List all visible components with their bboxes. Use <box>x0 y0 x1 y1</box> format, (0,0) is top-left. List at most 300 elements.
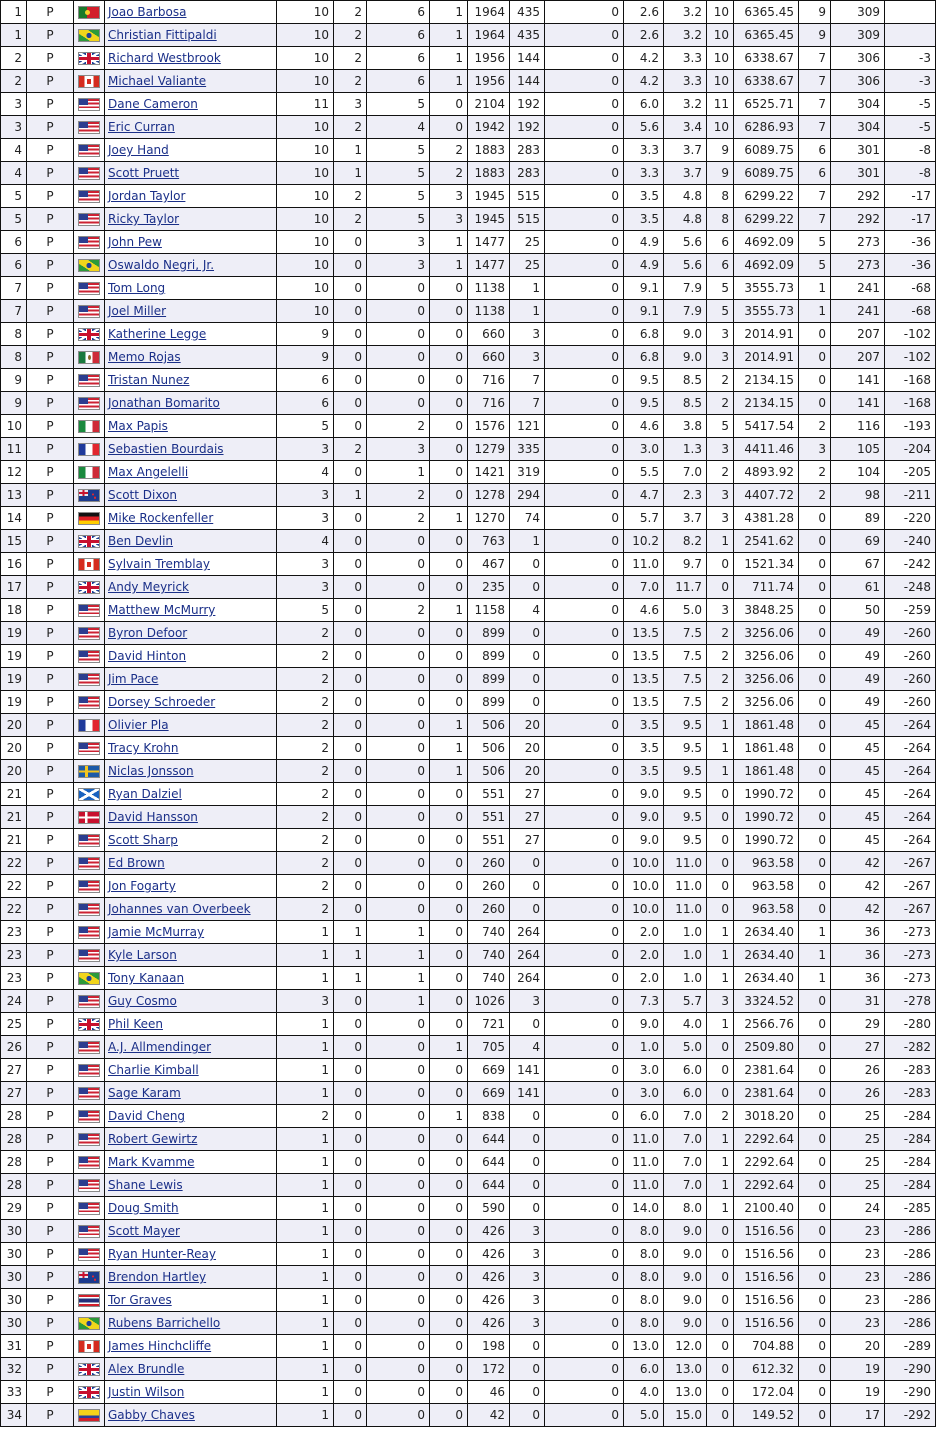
driver-link[interactable]: Eric Curran <box>108 120 175 134</box>
miles-cell: 1861.48 <box>734 737 799 760</box>
driver-name-cell <box>105 967 277 990</box>
avg-start-cell: 9.0 <box>624 1013 664 1036</box>
laps-completed-cell: 426 <box>468 1312 510 1335</box>
flag-cell <box>74 1381 105 1404</box>
driver-link[interactable]: Christian Fittipaldi <box>108 28 217 42</box>
position-cell: 18 <box>1 599 27 622</box>
dnf-cell: 0 <box>545 1059 624 1082</box>
laps-led-cell: 0 <box>510 668 545 691</box>
podiums-cell: 0 <box>367 875 430 898</box>
miles-cell: 4411.46 <box>734 438 799 461</box>
driver-link[interactable]: David Hansson <box>108 810 198 824</box>
avg-start-cell: 4.9 <box>624 231 664 254</box>
driver-link[interactable]: Byron Defoor <box>108 626 188 640</box>
driver-link[interactable]: Jonathan Bomarito <box>108 396 220 410</box>
avg-start-cell: 8.0 <box>624 1243 664 1266</box>
dnf-cell: 0 <box>545 760 624 783</box>
driver-link[interactable]: Rubens Barrichello <box>108 1316 221 1330</box>
podiums-cell: 0 <box>367 369 430 392</box>
flag-cell <box>74 1059 105 1082</box>
flag-usa-icon <box>78 604 100 617</box>
laps-led-cell: 0 <box>510 1105 545 1128</box>
poles-cell: 2 <box>334 185 367 208</box>
laps-completed-cell: 740 <box>468 944 510 967</box>
points-cell: 141 <box>831 392 885 415</box>
class-cell: P <box>27 737 74 760</box>
avg-finish-cell: 3.4 <box>664 116 707 139</box>
dnf-cell: 0 <box>545 1243 624 1266</box>
driver-name-cell <box>105 898 277 921</box>
class-cell: P <box>27 875 74 898</box>
top-tens-cell: 0 <box>707 806 734 829</box>
wins-cell: 0 <box>430 93 468 116</box>
laps-completed-cell: 1883 <box>468 162 510 185</box>
avg-start-cell: 9.1 <box>624 277 664 300</box>
laps-led-cell: 3 <box>510 1266 545 1289</box>
points-gap-cell: -284 <box>885 1151 936 1174</box>
avg-finish-cell: 12.0 <box>664 1335 707 1358</box>
driver-name-cell <box>105 1 277 24</box>
starts-cell: 3 <box>277 484 334 507</box>
wins-cell: 0 <box>430 1289 468 1312</box>
driver-link[interactable]: Scott Dixon <box>108 488 178 502</box>
miles-cell: 6299.22 <box>734 185 799 208</box>
podiums-cell: 0 <box>367 277 430 300</box>
flag-usa-icon <box>78 650 100 663</box>
class-cell: P <box>27 829 74 852</box>
laps-led-cell: 20 <box>510 737 545 760</box>
miles-cell: 1516.56 <box>734 1220 799 1243</box>
points-cell: 141 <box>831 369 885 392</box>
laps-led-cell: 0 <box>510 622 545 645</box>
dnf-cell: 0 <box>545 1358 624 1381</box>
driver-name-cell <box>105 921 277 944</box>
podiums-cell: 0 <box>367 1174 430 1197</box>
driver-link[interactable]: Oswaldo Negri, Jr. <box>108 258 215 272</box>
points-gap-cell: -242 <box>885 553 936 576</box>
top-fives-cell: 0 <box>799 1243 831 1266</box>
class-cell: P <box>27 576 74 599</box>
flag-cell <box>74 1082 105 1105</box>
miles-cell: 2134.15 <box>734 392 799 415</box>
dnf-cell: 0 <box>545 24 624 47</box>
avg-finish-cell: 1.0 <box>664 921 707 944</box>
flag-usa-icon <box>78 374 100 387</box>
avg-start-cell: 3.5 <box>624 737 664 760</box>
top-tens-cell: 10 <box>707 47 734 70</box>
driver-link[interactable]: Phil Keen <box>108 1017 163 1031</box>
driver-link[interactable]: Doug Smith <box>108 1201 179 1215</box>
flag-gbr-icon <box>78 1386 100 1399</box>
table-row <box>1 323 936 346</box>
poles-cell: 2 <box>334 24 367 47</box>
laps-completed-cell: 644 <box>468 1128 510 1151</box>
laps-led-cell: 0 <box>510 875 545 898</box>
class-cell: P <box>27 1381 74 1404</box>
driver-link[interactable]: Jon Fogarty <box>108 879 176 893</box>
class-cell: P <box>27 691 74 714</box>
avg-start-cell: 3.5 <box>624 714 664 737</box>
laps-led-cell: 0 <box>510 1197 545 1220</box>
avg-finish-cell: 5.7 <box>664 990 707 1013</box>
driver-link[interactable]: Richard Westbrook <box>108 51 221 65</box>
starts-cell: 9 <box>277 323 334 346</box>
podiums-cell: 6 <box>367 24 430 47</box>
driver-link[interactable]: Jamie McMurray <box>108 925 205 939</box>
poles-cell: 0 <box>334 1059 367 1082</box>
points-cell: 89 <box>831 507 885 530</box>
dnf-cell: 0 <box>545 714 624 737</box>
flag-usa-icon <box>78 305 100 318</box>
top-fives-cell: 0 <box>799 392 831 415</box>
avg-finish-cell: 5.0 <box>664 599 707 622</box>
flag-usa-icon <box>78 696 100 709</box>
points-cell: 98 <box>831 484 885 507</box>
flag-cell <box>74 806 105 829</box>
table-row <box>1 944 936 967</box>
table-row <box>1 599 936 622</box>
driver-link[interactable]: Scott Sharp <box>108 833 178 847</box>
driver-link[interactable]: Michael Valiante <box>108 74 207 88</box>
driver-link[interactable]: Dane Cameron <box>108 97 198 111</box>
points-gap-cell: -286 <box>885 1289 936 1312</box>
driver-link[interactable]: Dorsey Schroeder <box>108 695 216 709</box>
driver-link[interactable]: Ryan Dalziel <box>108 787 182 801</box>
flag-cell <box>74 599 105 622</box>
driver-link[interactable]: Tom Long <box>108 281 166 295</box>
class-cell: P <box>27 162 74 185</box>
dnf-cell: 0 <box>545 645 624 668</box>
miles-cell: 1861.48 <box>734 760 799 783</box>
miles-cell: 4692.09 <box>734 254 799 277</box>
starts-cell: 3 <box>277 438 334 461</box>
driver-link[interactable]: Olivier Pla <box>108 718 169 732</box>
driver-link[interactable]: Joel Miller <box>108 304 167 318</box>
driver-link[interactable]: Brendon Hartley <box>108 1270 207 1284</box>
avg-finish-cell: 2.3 <box>664 484 707 507</box>
laps-led-cell: 0 <box>510 691 545 714</box>
podiums-cell: 0 <box>367 1312 430 1335</box>
points-cell: 17 <box>831 1404 885 1427</box>
poles-cell: 0 <box>334 1243 367 1266</box>
top-tens-cell: 0 <box>707 1036 734 1059</box>
avg-finish-cell: 13.0 <box>664 1381 707 1404</box>
points-gap-cell: -36 <box>885 231 936 254</box>
avg-finish-cell: 9.0 <box>664 346 707 369</box>
starts-cell: 10 <box>277 47 334 70</box>
position-cell: 20 <box>1 760 27 783</box>
dnf-cell: 0 <box>545 599 624 622</box>
driver-link[interactable]: Tracy Krohn <box>108 741 179 755</box>
driver-link[interactable]: Joao Barbosa <box>108 5 187 19</box>
driver-link[interactable]: David Cheng <box>108 1109 186 1123</box>
driver-link[interactable]: Tony Kanaan <box>108 971 185 985</box>
top-tens-cell: 0 <box>707 1335 734 1358</box>
driver-link[interactable]: James Hinchcliffe <box>108 1339 212 1353</box>
position-cell: 6 <box>1 254 27 277</box>
avg-start-cell: 8.0 <box>624 1312 664 1335</box>
driver-link[interactable]: Mike Rockenfeller <box>108 511 214 525</box>
driver-link[interactable]: Robert Gewirtz <box>108 1132 198 1146</box>
laps-completed-cell: 426 <box>468 1220 510 1243</box>
flag-cell <box>74 1289 105 1312</box>
avg-start-cell: 11.0 <box>624 1128 664 1151</box>
points-cell: 292 <box>831 208 885 231</box>
miles-cell: 2014.91 <box>734 323 799 346</box>
laps-completed-cell: 899 <box>468 668 510 691</box>
points-cell: 67 <box>831 553 885 576</box>
driver-link[interactable]: Katherine Legge <box>108 327 207 341</box>
laps-led-cell: 4 <box>510 599 545 622</box>
flag-usa-icon <box>78 949 100 962</box>
position-cell: 21 <box>1 806 27 829</box>
table-row <box>1 185 936 208</box>
laps-led-cell: 144 <box>510 70 545 93</box>
wins-cell: 0 <box>430 852 468 875</box>
starts-cell: 2 <box>277 737 334 760</box>
points-cell: 292 <box>831 185 885 208</box>
driver-link[interactable]: Max Angelelli <box>108 465 189 479</box>
top-fives-cell: 1 <box>799 300 831 323</box>
driver-link[interactable]: Andy Meyrick <box>108 580 189 594</box>
avg-start-cell: 9.0 <box>624 829 664 852</box>
position-cell: 19 <box>1 622 27 645</box>
driver-link[interactable]: A.J. Allmendinger <box>108 1040 212 1054</box>
dnf-cell: 0 <box>545 139 624 162</box>
driver-link[interactable]: Ryan Hunter-Reay <box>108 1247 217 1261</box>
top-tens-cell: 0 <box>707 1358 734 1381</box>
driver-link[interactable]: Joey Hand <box>108 143 169 157</box>
driver-link[interactable]: Tor Graves <box>108 1293 172 1307</box>
podiums-cell: 0 <box>367 622 430 645</box>
position-cell: 15 <box>1 530 27 553</box>
laps-led-cell: 0 <box>510 553 545 576</box>
driver-link[interactable]: David Hinton <box>108 649 187 663</box>
points-cell: 24 <box>831 1197 885 1220</box>
top-tens-cell: 1 <box>707 1151 734 1174</box>
podiums-cell: 0 <box>367 1128 430 1151</box>
driver-link[interactable]: Justin Wilson <box>108 1385 185 1399</box>
poles-cell: 0 <box>334 852 367 875</box>
table-row <box>1 1266 936 1289</box>
driver-name-cell <box>105 70 277 93</box>
laps-led-cell: 319 <box>510 461 545 484</box>
points-cell: 31 <box>831 990 885 1013</box>
driver-link[interactable]: Matthew McMurry <box>108 603 216 617</box>
dnf-cell: 0 <box>545 530 624 553</box>
avg-start-cell: 4.7 <box>624 484 664 507</box>
driver-name-cell <box>105 323 277 346</box>
points-gap-cell: -278 <box>885 990 936 1013</box>
top-fives-cell: 0 <box>799 1220 831 1243</box>
top-tens-cell: 2 <box>707 1105 734 1128</box>
table-row <box>1 806 936 829</box>
avg-finish-cell: 9.0 <box>664 1243 707 1266</box>
starts-cell: 1 <box>277 1404 334 1427</box>
podiums-cell: 0 <box>367 1358 430 1381</box>
flag-usa-icon <box>78 213 100 226</box>
laps-completed-cell: 1270 <box>468 507 510 530</box>
laps-led-cell: 4 <box>510 1036 545 1059</box>
avg-finish-cell: 9.0 <box>664 1266 707 1289</box>
dnf-cell: 0 <box>545 507 624 530</box>
class-cell: P <box>27 714 74 737</box>
flag-tha-icon <box>78 1294 100 1307</box>
starts-cell: 1 <box>277 1335 334 1358</box>
top-fives-cell: 0 <box>799 875 831 898</box>
driver-link[interactable]: Charlie Kimball <box>108 1063 199 1077</box>
flag-usa-icon <box>78 1225 100 1238</box>
flag-cell <box>74 553 105 576</box>
flag-ger-icon <box>78 512 100 525</box>
driver-link[interactable]: Tristan Nunez <box>108 373 190 387</box>
miles-cell: 1990.72 <box>734 829 799 852</box>
driver-link[interactable]: Scott Pruett <box>108 166 180 180</box>
driver-link[interactable]: Alex Brundle <box>108 1362 185 1376</box>
table-row <box>1 1335 936 1358</box>
wins-cell: 1 <box>430 760 468 783</box>
flag-cell <box>74 277 105 300</box>
starts-cell: 5 <box>277 415 334 438</box>
driver-link[interactable]: Max Papis <box>108 419 168 433</box>
top-tens-cell: 5 <box>707 415 734 438</box>
poles-cell: 2 <box>334 1 367 24</box>
avg-start-cell: 2.0 <box>624 967 664 990</box>
top-tens-cell: 3 <box>707 990 734 1013</box>
laps-completed-cell: 2104 <box>468 93 510 116</box>
poles-cell: 1 <box>334 162 367 185</box>
laps-completed-cell: 838 <box>468 1105 510 1128</box>
laps-led-cell: 0 <box>510 1128 545 1151</box>
flag-ita-icon <box>78 420 100 433</box>
top-tens-cell: 3 <box>707 484 734 507</box>
table-row <box>1 829 936 852</box>
driver-link[interactable]: Sebastien Bourdais <box>108 442 224 456</box>
top-tens-cell: 0 <box>707 783 734 806</box>
dnf-cell: 0 <box>545 1404 624 1427</box>
laps-led-cell: 435 <box>510 24 545 47</box>
driver-link[interactable]: Ben Devlin <box>108 534 174 548</box>
driver-link[interactable]: Scott Mayer <box>108 1224 180 1238</box>
driver-link[interactable]: Johannes van Overbeek <box>108 902 251 916</box>
driver-link[interactable]: Ricky Taylor <box>108 212 180 226</box>
class-cell: P <box>27 392 74 415</box>
laps-completed-cell: 705 <box>468 1036 510 1059</box>
driver-link[interactable]: Kyle Larson <box>108 948 177 962</box>
top-tens-cell: 2 <box>707 668 734 691</box>
flag-cell <box>74 852 105 875</box>
podiums-cell: 2 <box>367 599 430 622</box>
driver-link[interactable]: Niclas Jonsson <box>108 764 194 778</box>
miles-cell: 1516.56 <box>734 1289 799 1312</box>
driver-name-cell <box>105 1105 277 1128</box>
position-cell: 31 <box>1 1335 27 1358</box>
position-cell: 28 <box>1 1174 27 1197</box>
position-cell: 13 <box>1 484 27 507</box>
driver-name-cell <box>105 1059 277 1082</box>
class-cell: P <box>27 415 74 438</box>
flag-cell <box>74 1312 105 1335</box>
driver-link[interactable]: Jim Pace <box>108 672 159 686</box>
starts-cell: 1 <box>277 1036 334 1059</box>
miles-cell: 1990.72 <box>734 806 799 829</box>
flag-cell <box>74 507 105 530</box>
points-cell: 61 <box>831 576 885 599</box>
wins-cell: 0 <box>430 116 468 139</box>
table-row <box>1 1220 936 1243</box>
driver-link[interactable]: Guy Cosmo <box>108 994 177 1008</box>
class-cell: P <box>27 1082 74 1105</box>
flag-cell <box>74 1220 105 1243</box>
podiums-cell: 5 <box>367 139 430 162</box>
driver-link[interactable]: Shane Lewis <box>108 1178 183 1192</box>
driver-link[interactable]: Memo Rojas <box>108 350 181 364</box>
driver-link[interactable]: Sylvain Tremblay <box>108 557 210 571</box>
position-cell: 23 <box>1 921 27 944</box>
flag-cell <box>74 438 105 461</box>
top-fives-cell: 9 <box>799 1 831 24</box>
starts-cell: 2 <box>277 691 334 714</box>
avg-start-cell: 9.5 <box>624 369 664 392</box>
driver-link[interactable]: Sage Karam <box>108 1086 181 1100</box>
driver-name-cell <box>105 415 277 438</box>
top-fives-cell: 0 <box>799 852 831 875</box>
points-cell: 36 <box>831 944 885 967</box>
wins-cell: 0 <box>430 875 468 898</box>
avg-finish-cell: 1.0 <box>664 967 707 990</box>
avg-start-cell: 6.8 <box>624 346 664 369</box>
table-row <box>1 93 936 116</box>
wins-cell: 1 <box>430 47 468 70</box>
driver-link[interactable]: Mark Kvamme <box>108 1155 195 1169</box>
starts-cell: 3 <box>277 990 334 1013</box>
starts-cell: 1 <box>277 967 334 990</box>
position-cell: 19 <box>1 668 27 691</box>
flag-gbr-icon <box>78 328 100 341</box>
table-row <box>1 116 936 139</box>
driver-link[interactable]: Ed Brown <box>108 856 165 870</box>
wins-cell: 0 <box>430 645 468 668</box>
flag-cell <box>74 714 105 737</box>
points-gap-cell: -260 <box>885 691 936 714</box>
flag-gbr-icon <box>78 52 100 65</box>
laps-led-cell: 0 <box>510 1404 545 1427</box>
top-tens-cell: 6 <box>707 231 734 254</box>
miles-cell: 3256.06 <box>734 645 799 668</box>
position-cell: 21 <box>1 783 27 806</box>
driver-link[interactable]: Gabby Chaves <box>108 1408 195 1422</box>
avg-start-cell: 6.0 <box>624 93 664 116</box>
points-cell: 49 <box>831 691 885 714</box>
driver-link[interactable]: John Pew <box>108 235 162 249</box>
driver-link[interactable]: Jordan Taylor <box>108 189 186 203</box>
podiums-cell: 0 <box>367 1197 430 1220</box>
miles-cell: 2566.76 <box>734 1013 799 1036</box>
points-cell: 45 <box>831 714 885 737</box>
driver-name-cell <box>105 714 277 737</box>
driver-name-cell <box>105 576 277 599</box>
laps-completed-cell: 590 <box>468 1197 510 1220</box>
avg-finish-cell: 9.5 <box>664 783 707 806</box>
table-row <box>1 760 936 783</box>
poles-cell: 0 <box>334 392 367 415</box>
position-cell: 10 <box>1 415 27 438</box>
driver-name-cell <box>105 1289 277 1312</box>
top-fives-cell: 0 <box>799 990 831 1013</box>
top-tens-cell: 2 <box>707 691 734 714</box>
starts-cell: 3 <box>277 507 334 530</box>
poles-cell: 0 <box>334 691 367 714</box>
